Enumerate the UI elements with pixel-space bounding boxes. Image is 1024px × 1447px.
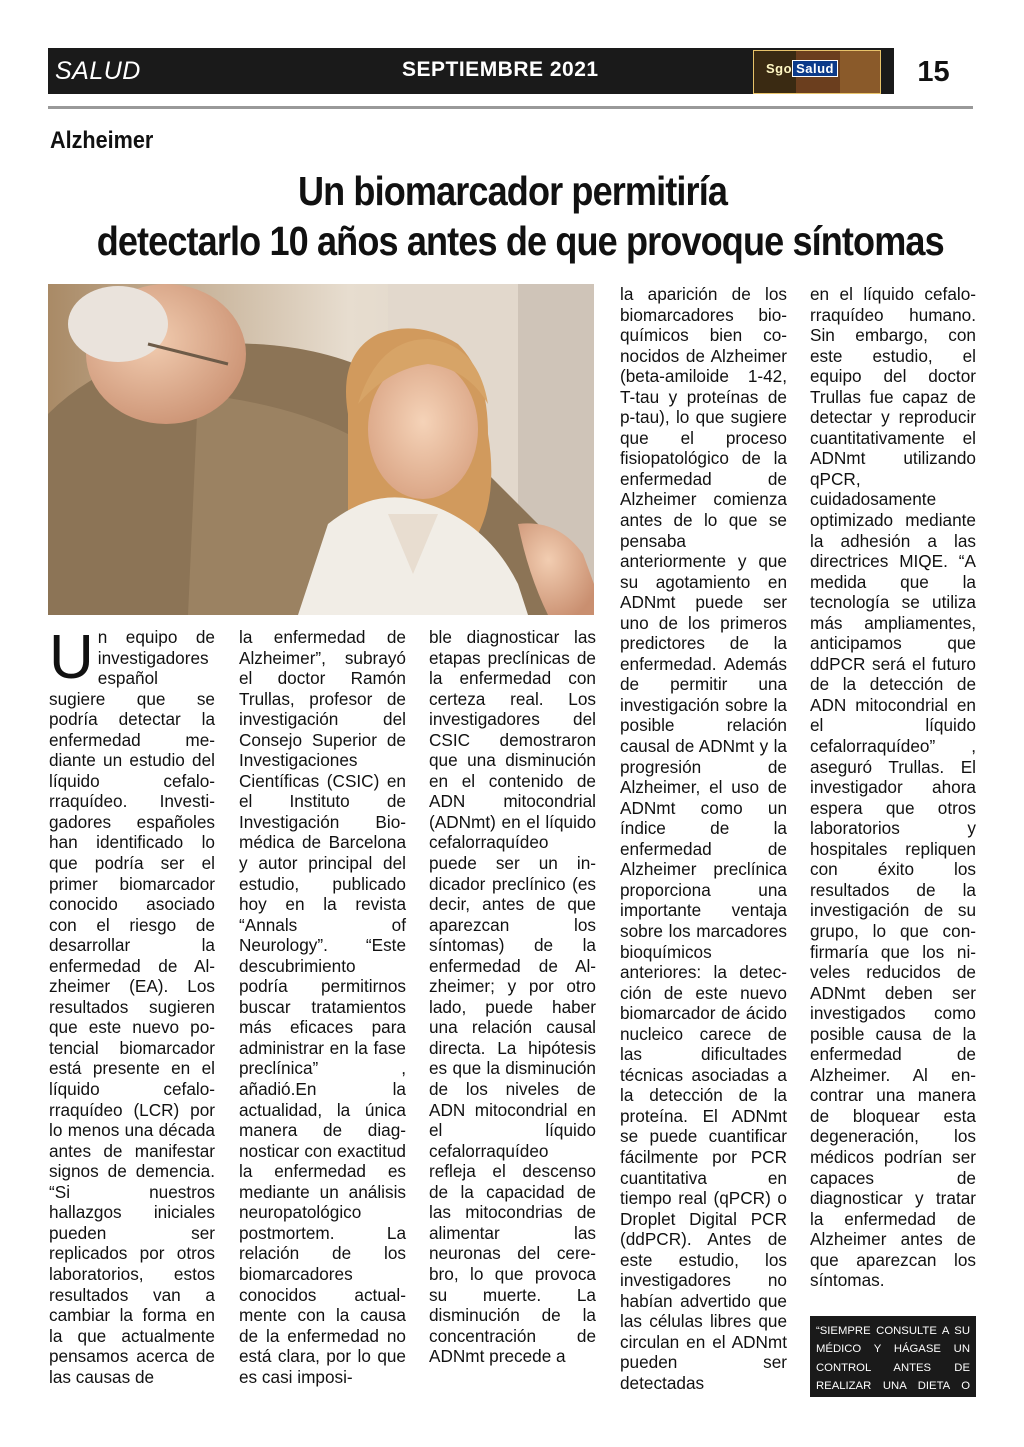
article-column-3: ble diagnosticar las etapas preclínicas de la enfermedad con certeza real. Los investigadores del CSIC demostraron que una disminución en el contenido de ADN mitocondrial (ADNmt) en el líquido cefalorraquídeo puede ser un indicador preclínico (es decir, antes de que aparezcan los síntomas) de la enfermedad de Alzheimer; y por otro lado, puede haber una relación causal directa. La hipótesis es que la disminución de los niveles de ADN mitocondrial en el líquido cefalorraquídeo refleja el descenso de la capacidad de las mitocondrias de alimentar las neuronas del cerebro, lo que provoca su muerte. La disminución de la concentración de ADNmt precede a xyxy=(429,627,596,1367)
article-column-5: en el líquido cefalorraquídeo humano. Sin embargo, con este estudio, el equipo del doctor Trullas fue capaz de detectar y reproducir cuantitativamente el ADNmt utilizando qPCR, cuidadosamente optimizado mediante la adhesión a las directrices MIQE. “A medida que la tecnología se utiliza más ampliamentes, anticipamos que ddPCR será el futuro de la detección de ADN mitocondrial en el líquido cefalorraquídeo” , aseguró Trullas. El investigador ahora espera que otros laboratorios y hospitales repliquen con éxito los resultados de la investigación de su grupo, lo que confirmaría que los niveles reducidos de ADNmt deben ser investigados como posible causa de la enfermedad de Alzheimer. Al encontrar una manera de bloquear esta degeneración, los médicos podrían ser capaces de diagnosticar y tratar la enfermedad de Alzheimer antes de que aparezcan los síntomas. xyxy=(810,284,976,1291)
headline-line-1: Un biomarcador permitiría xyxy=(297,168,728,214)
page-number: 15 xyxy=(917,56,950,88)
logo-part-1: Sgo xyxy=(766,61,793,76)
issue-date: SEPTIEMBRE 2021 xyxy=(402,58,599,81)
article-photo xyxy=(48,284,594,615)
article-column-2: la enfermedad de Alzheimer”, subrayó el doctor Ramón Trullas, profesor de investigación del Consejo Superior de Investigaciones Científicas (CSIC) en el Instituto de Investigación Biomédica de Barcelona y autor principal del estudio, publicado hoy en la revista “Annals of Neurology”. “Este descubrimiento podría permitirnos buscar tratamientos más eficaces para administrar en la fase preclínica” , añadió.En la actualidad, la única manera de diagnosticar con exactitud la enfermedad es mediante un análisis neuropatológico postmortem. La relación de los biomarcadores conocidos actualmente con la causa de la enfermedad no está clara, por lo que es casi imposi- xyxy=(239,627,406,1387)
logo-part-2: Salud xyxy=(792,60,838,77)
article-column-4: la aparición de los biomarcadores bioquímicos bien conocidos de Alzheimer (beta-amiloide 1-42, T-tau y proteínas de p-tau), lo que sugiere que el proceso fisiopatológico de la enfermedad de Alzheimer comienza antes de lo que se pensaba anteriormente y que su agotamiento en ADNmt puede ser uno de los primeros predictores de la enfermedad. Además de permitir una investigación sobre la posible relación causal de ADNmt y la progresión de Alzheimer, el uso de ADNmt como un índice de la enfermedad de Alzheimer preclínica proporciona una importante ventaja sobre los marcadores bioquímicos anteriores: la detección de este nuevo biomarcador de ácido nucleico carece de las dificultades técnicas asociadas a la detección de la proteína. El ADNmt se puede cuantificar fácilmente por PCR cuantitativa en tiempo real (qPCR) o Droplet Digital PCR (ddPCR). Antes de este estudio, los investigadores no habían advertido que las células libres que circulan en el ADNmt pueden ser detectadas xyxy=(620,284,787,1393)
article-kicker: Alzheimer xyxy=(50,127,154,154)
header-divider xyxy=(48,106,973,109)
publication-logo xyxy=(753,50,881,94)
column-1-text: n equipo de investigadores español sugiere que se podría detectar la enfermedad mediante un estudio del líquido cefalorraquídeo. Investigadores españoles han identificado lo que podría ser el primer biomarcador conocido asociado con el riesgo de desarrollar la enfermedad de Alzheimer (EA). Los resultados sugieren que este nuevo potencial biomarcador está presente en el líquido cefalorraquídeo (LCR) por lo menos una década antes de manifestar signos de demencia. “Si nuestros hallazgos iniciales pueden ser replicados por otros laboratorios, estos resultados van a cambiar la forma en la que actualmente pensamos acerca de las causas de xyxy=(49,627,215,1387)
headline-line-2: detectarlo 10 años antes de que provoque síntomas xyxy=(96,218,944,264)
section-label: SALUD xyxy=(55,57,141,85)
drop-cap: U xyxy=(49,623,94,692)
health-advice-box: “SIEMPRE CONSULTE A SU MÉDICO Y HÁGASE UN CONTROL ANTES DE REALIZAR UNA DIETA O ACTIVIDAD FÍSICA” xyxy=(810,1316,976,1397)
article-column-1 xyxy=(49,623,215,1387)
